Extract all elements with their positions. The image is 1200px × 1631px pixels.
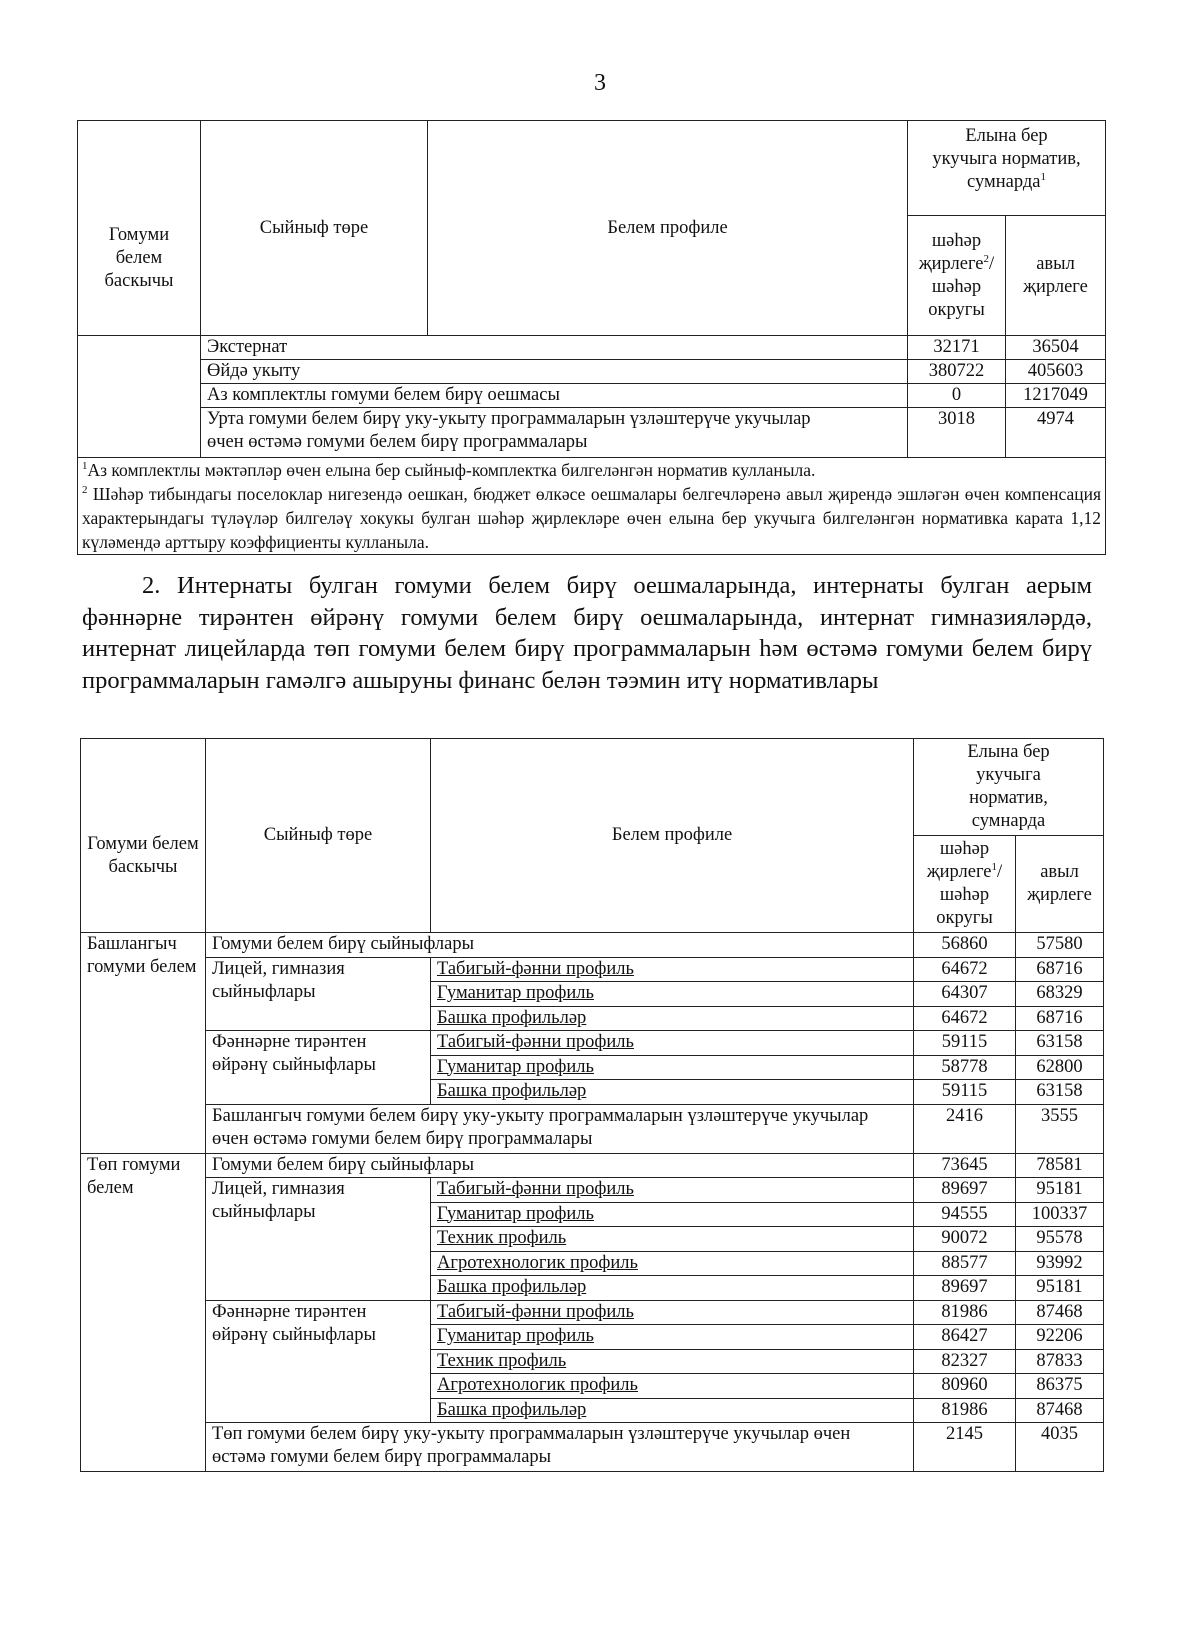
normatives-table-1 — [77, 120, 1106, 555]
city-value: 64307 — [914, 982, 1016, 1007]
rural-value: 36504 — [1006, 336, 1106, 360]
table-row — [81, 1423, 1104, 1472]
rural-value: 95578 — [1016, 1227, 1104, 1252]
rural-value: 3555 — [1016, 1104, 1104, 1153]
city-value: 64672 — [914, 1006, 1016, 1031]
header-normative — [908, 121, 1106, 216]
row-label: Урта гомуми белем бирү уку-укыту программаларын үзләштерүче укучылар өчен өстәмә гомуми белем бирү программалары — [201, 408, 908, 458]
city-value: 32171 — [908, 336, 1006, 360]
table-row — [81, 957, 1104, 982]
rural-value: 1217049 — [1006, 384, 1106, 408]
table-row — [81, 1300, 1104, 1325]
rural-value: 4974 — [1006, 408, 1106, 458]
group-cell: Лицей, гимназия сыйныфлары — [206, 1178, 431, 1301]
city-value: 380722 — [908, 360, 1006, 384]
city-value: 2416 — [914, 1104, 1016, 1153]
profile-label: Башка профильләр — [431, 1276, 914, 1301]
footnote-1 — [82, 458, 1101, 482]
header-city — [914, 836, 1016, 933]
header-city — [908, 216, 1006, 336]
city-value: 59115 — [914, 1031, 1016, 1056]
footnote-ref: 1 — [991, 860, 998, 873]
footnote-text: Шәһәр тибындагы поселоклар нигезендә оешкан, бюджет өлкәсе оешмалары белгечләренә авыл җирендә эшләгән өчен компенсация характерындагы түләүләр билгеләү хокукы булган шәһәр җирлекләре өчен елына бер укучыга билгеләнгән нормативка карата 1,12 күләмендә арттыру коэффициенты кулланыла. — [82, 484, 1102, 552]
section-heading: 2. Интернаты булган гомуми белем бирү оешмаларында, интернаты булган аерым фәннәрне тирәнтен өйрәнү гомуми белем бирү оешмаларында, интернат гимназияләрдә, интернат лицейларда төп гомуми белем бирү программаларын һәм өстәмә гомуми белем бирү программаларын гамәлгә ашыруны финанс белән тәэмин итү нормативлары — [82, 572, 1092, 694]
header-city-text: шәһәр җирлеге — [918, 230, 984, 274]
profile-label: Гуманитар профиль — [431, 1202, 914, 1227]
rural-value: 68329 — [1016, 982, 1104, 1007]
profile-label: Гуманитар профиль — [431, 982, 914, 1007]
rural-value: 87468 — [1016, 1398, 1104, 1423]
header-city-suffix: / шәһәр округы — [936, 862, 1003, 928]
city-value: 2145 — [914, 1423, 1016, 1472]
rural-value: 68716 — [1016, 1006, 1104, 1031]
footnote-mark: 1 — [82, 460, 88, 473]
footnotes — [78, 458, 1106, 555]
header-class-type: Сыйныф төре — [206, 739, 431, 933]
table-row — [81, 1104, 1104, 1153]
page-number: 3 — [594, 70, 606, 96]
rural-value: 68716 — [1016, 957, 1104, 982]
stage-cell: Төп гомуми белем — [81, 1153, 206, 1472]
rural-value: 93992 — [1016, 1251, 1104, 1276]
city-value: 94555 — [914, 1202, 1016, 1227]
city-value: 89697 — [914, 1178, 1016, 1203]
header-city-text: шәһәр җирлеге — [926, 839, 992, 882]
city-value: 81986 — [914, 1300, 1016, 1325]
rural-value: 87468 — [1016, 1300, 1104, 1325]
table-row — [81, 1031, 1104, 1056]
profile-label: Табигый-фәнни профиль — [431, 1031, 914, 1056]
footnote-text: Аз комплектлы мәктәпләр өчен елына бер сыйныф-комплектка билгеләнгән норматив кулланыла. — [87, 460, 816, 480]
header-profile: Белем профиле — [431, 739, 914, 933]
rural-value: 4035 — [1016, 1423, 1104, 1472]
profile-label: Гуманитар профиль — [431, 1055, 914, 1080]
rural-value: 62800 — [1016, 1055, 1104, 1080]
table-row — [81, 933, 1104, 958]
city-value: 73645 — [914, 1153, 1016, 1178]
profile-label: Башка профильләр — [431, 1398, 914, 1423]
profile-label: Агротехнологик профиль — [431, 1374, 914, 1399]
header-rural: авыл җирлеге — [1016, 836, 1104, 933]
row-label: Башлангыч гомуми белем бирү уку-укыту программаларын үзләштерүче укучылар өчен өстәмә гомуми белем бирү программалары — [206, 1104, 914, 1153]
header-stage: Гомуми белем баскычы — [81, 739, 206, 933]
normatives-table-2 — [80, 738, 1104, 1472]
header-city-suffix: / шәһәр округы — [928, 253, 995, 320]
profile-label: Табигый-фәнни профиль — [431, 1178, 914, 1203]
profile-label: Техник профиль — [431, 1349, 914, 1374]
city-value: 80960 — [914, 1374, 1016, 1399]
footnote-ref: 2 — [983, 252, 990, 265]
stage-cell: Башлангыч гомуми белем — [81, 933, 206, 1154]
stage-cell-empty — [78, 336, 201, 458]
rural-value: 87833 — [1016, 1349, 1104, 1374]
header-normative: Елына бер укучыга норматив, сумнарда — [914, 739, 1104, 836]
profile-label: Техник профиль — [431, 1227, 914, 1252]
group-cell: Фәннәрне тирәнтен өйрәнү сыйныфлары — [206, 1300, 431, 1423]
footnote-mark: 2 — [82, 484, 88, 497]
row-label: Гомуми белем бирү сыйныфлары — [206, 1153, 914, 1178]
row-label: Экстернат — [201, 336, 908, 360]
row-label: Төп гомуми белем бирү уку-укыту программаларын үзләштерүче укучылар өчен өстәмә гомуми белем бирү программалары — [206, 1423, 914, 1472]
header-stage: Гомуми белем баскычы — [78, 121, 201, 336]
header-rural: авыл җирлеге — [1006, 216, 1106, 336]
group-cell: Лицей, гимназия сыйныфлары — [206, 957, 431, 1031]
city-value: 64672 — [914, 957, 1016, 982]
city-value: 59115 — [914, 1080, 1016, 1105]
profile-label: Агротехнологик профиль — [431, 1251, 914, 1276]
row-label: Аз комплектлы гомуми белем бирү оешмасы — [201, 384, 908, 408]
rural-value: 78581 — [1016, 1153, 1104, 1178]
header-profile: Белем профиле — [428, 121, 908, 336]
row-label: Өйдә укыту — [201, 360, 908, 384]
profile-label: Табигый-фәнни профиль — [431, 957, 914, 982]
header-normative-text: Елына бер укучыга норматив, сумнарда — [932, 126, 1081, 192]
profile-label: Гуманитар профиль — [431, 1325, 914, 1350]
header-class-type: Сыйныф төре — [201, 121, 428, 336]
city-value: 0 — [908, 384, 1006, 408]
rural-value: 63158 — [1016, 1080, 1104, 1105]
city-value: 56860 — [914, 933, 1016, 958]
city-value: 81986 — [914, 1398, 1016, 1423]
city-value: 90072 — [914, 1227, 1016, 1252]
table-row — [81, 1153, 1104, 1178]
city-value: 3018 — [908, 408, 1006, 458]
profile-label: Башка профильләр — [431, 1080, 914, 1105]
city-value: 58778 — [914, 1055, 1016, 1080]
city-value: 82327 — [914, 1349, 1016, 1374]
city-value: 88577 — [914, 1251, 1016, 1276]
profile-label: Табигый-фәнни профиль — [431, 1300, 914, 1325]
rural-value: 100337 — [1016, 1202, 1104, 1227]
rural-value: 95181 — [1016, 1178, 1104, 1203]
rural-value: 405603 — [1006, 360, 1106, 384]
row-label: Гомуми белем бирү сыйныфлары — [206, 933, 914, 958]
rural-value: 86375 — [1016, 1374, 1104, 1399]
group-cell: Фәннәрне тирәнтен өйрәнү сыйныфлары — [206, 1031, 431, 1105]
footnote-2 — [82, 482, 1101, 554]
rural-value: 57580 — [1016, 933, 1104, 958]
profile-label: Башка профильләр — [431, 1006, 914, 1031]
city-value: 89697 — [914, 1276, 1016, 1301]
footnote-ref: 1 — [1040, 170, 1046, 183]
rural-value: 92206 — [1016, 1325, 1104, 1350]
rural-value: 63158 — [1016, 1031, 1104, 1056]
city-value: 86427 — [914, 1325, 1016, 1350]
table-row — [81, 1178, 1104, 1203]
rural-value: 95181 — [1016, 1276, 1104, 1301]
